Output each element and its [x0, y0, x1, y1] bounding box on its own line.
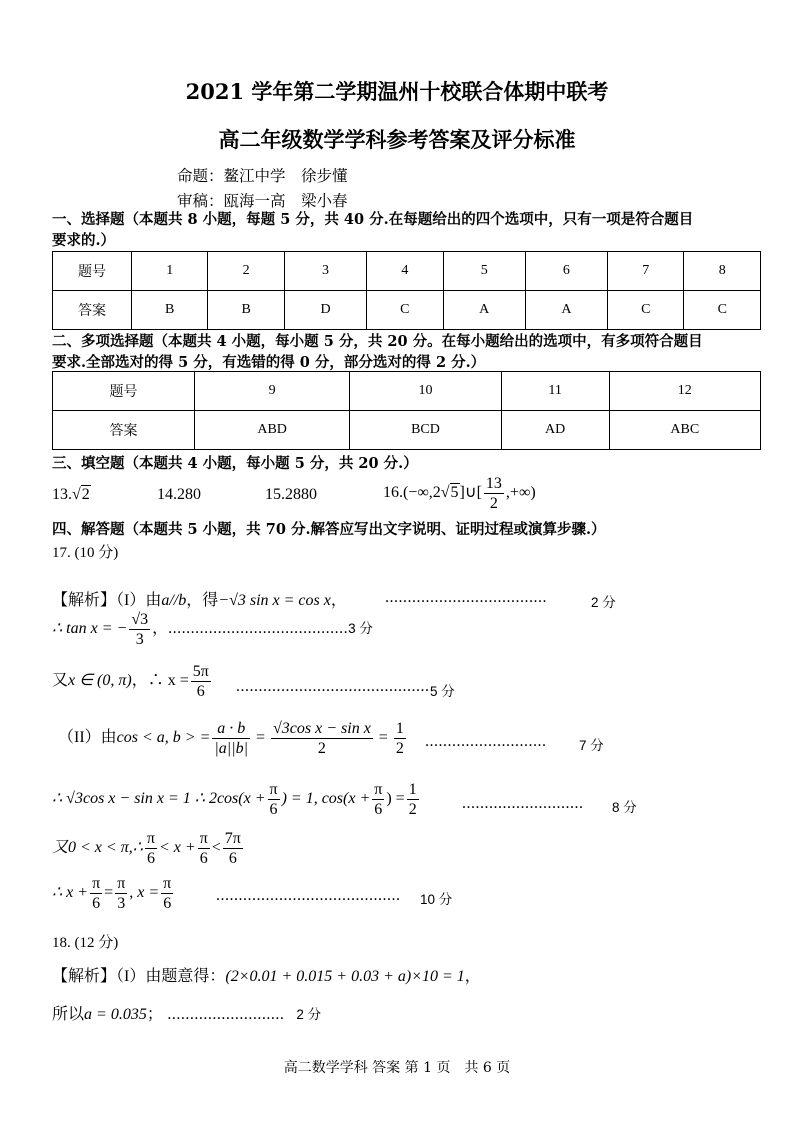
- fraction: [212, 719, 250, 758]
- reviewer-name: 梁小春: [301, 192, 348, 210]
- denominator: 6: [269, 801, 278, 818]
- answer-13-radicand: 2: [81, 486, 90, 503]
- eq-part: ∴ √3cos x − sin x = 1 ∴ 2cos(x +: [52, 790, 266, 808]
- eq-part: ) =: [386, 790, 405, 808]
- leader-dots: ...........................................: [236, 678, 430, 695]
- section1-q-cell: 1: [132, 252, 208, 291]
- section2-a-cell: AD: [501, 411, 609, 450]
- denominator: 2: [395, 740, 404, 757]
- section2-q-cell: 11: [501, 372, 609, 411]
- fraction: [191, 662, 211, 701]
- q17-line2: [52, 610, 373, 649]
- q17-line3-mid: ，∴ x =: [131, 672, 189, 690]
- section1-q-cell: 4: [367, 252, 443, 291]
- fill-answer-14: 14.280: [157, 486, 201, 503]
- denominator: 2: [317, 740, 326, 757]
- section1-heading-line1: 一、选择题（本题共 8 小题，每题 5 分，共 40 分.在每题给出的四个选项中，只有一项是符合题目: [52, 211, 694, 228]
- section2-row-label-a: 答案: [53, 411, 195, 450]
- vector-parallel: a//b: [161, 592, 187, 609]
- page-title: 2021 学年第二学期温州十校联合体期中联考: [185, 79, 609, 104]
- reviewer-line: [177, 189, 348, 211]
- section1-a-cell: D: [284, 291, 366, 330]
- analysis-tag: 【解析】: [52, 968, 117, 985]
- section1-q-cell: 3: [284, 252, 366, 291]
- section2-row-label-q: 题号: [53, 372, 195, 411]
- section2-answer-row: [53, 411, 761, 450]
- denominator: 6: [92, 895, 101, 912]
- score-mark: 5 分: [430, 684, 455, 699]
- score-mark: 10 分: [420, 892, 453, 907]
- eq-part: =: [104, 884, 114, 902]
- eq-part: ∴ x +: [52, 884, 89, 902]
- q18-line1: [52, 963, 481, 986]
- leader-dots: .........................................: [216, 887, 401, 904]
- q18-label: 18. (12 分): [52, 935, 119, 951]
- q17-line1: [52, 587, 347, 610]
- section1-a-cell: A: [443, 291, 525, 330]
- section1-q-cell: 6: [525, 252, 607, 291]
- fraction: [268, 780, 280, 819]
- section1-row-label-q: 题号: [53, 252, 132, 291]
- numerator: π: [163, 875, 172, 892]
- reviewer-school: 瓯海一高: [223, 192, 286, 210]
- answer-16-prefix: 16.: [383, 484, 403, 502]
- eq-part: <: [211, 839, 221, 857]
- eq-part: 又0 < x < π,∴: [52, 839, 143, 857]
- numerator: π: [374, 781, 383, 798]
- reviewer-label: 审稿：: [177, 192, 224, 210]
- section1-answer-table: [52, 251, 761, 330]
- numerator: 1: [395, 720, 404, 737]
- setter-line: [177, 164, 348, 186]
- fraction: [129, 610, 150, 649]
- leader-dots: ...........................: [462, 795, 584, 812]
- tan-lhs: ∴ tan x = −: [52, 620, 128, 638]
- fraction: [145, 829, 157, 868]
- section2-question-row: [53, 372, 761, 411]
- fraction: [484, 474, 504, 513]
- fill-answer-13: [52, 486, 91, 504]
- section2-heading-line1: 二、多项选择题（本题共 4 小题，每小题 5 分，共 20 分。在每小题给出的选项中，有多项符合题目: [52, 333, 703, 350]
- q18-line1-text: （I）由题意得：: [116, 968, 226, 985]
- section2-heading: [52, 331, 752, 373]
- denominator: 6: [163, 895, 172, 912]
- fraction: [161, 874, 173, 913]
- analysis-tag: 【解析】: [52, 592, 117, 609]
- section1-q-cell: 7: [608, 252, 684, 291]
- score-mark: 2 分: [296, 1007, 322, 1022]
- fraction: [407, 780, 419, 819]
- numerator: a · b: [212, 719, 250, 739]
- section1-q-cell: 8: [684, 252, 761, 291]
- page-footer: 高二数学学科 答案 第 1 页 共 6 页: [283, 1060, 511, 1076]
- answer-16-radicand: 5: [450, 484, 459, 502]
- section1-q-cell: 2: [208, 252, 284, 291]
- q17-line3: [52, 662, 213, 701]
- q18-line1-end: ，: [464, 968, 481, 985]
- denominator: 6: [146, 850, 155, 867]
- section2-heading-line2: 要求.全部选对的得 5 分，有选错的得 0 分，部分选对的得 2 分.）: [52, 354, 486, 371]
- q17-part1-text: （I）由: [116, 592, 162, 609]
- eq-part: < x +: [158, 839, 196, 857]
- q17-end: ，: [330, 592, 347, 609]
- numerator: π: [199, 830, 208, 847]
- eq-part: ) = 1, cos(x +: [281, 790, 371, 808]
- numerator: π: [146, 830, 155, 847]
- numerator: √3: [131, 611, 149, 628]
- section1-a-cell: A: [525, 291, 607, 330]
- section2-q-cell: 9: [195, 372, 350, 411]
- section2-q-cell: 10: [350, 372, 501, 411]
- setter-name: 徐步懂: [301, 167, 348, 185]
- section1-question-row: [53, 252, 761, 291]
- eq-part: , x =: [129, 884, 160, 902]
- setter-label: 命题：: [177, 167, 224, 185]
- section1-q-cell: 5: [443, 252, 525, 291]
- q17-line4: （II）由cos < a, b > = $\frac{a \cdot b}{|a||b|}$ = $\frac{\text{√3cos x − sin x}}{2}$ = $\frac{1}{2}$: [58, 720, 404, 757]
- numerator: 13: [485, 475, 502, 492]
- denominator: |a||b|: [214, 740, 248, 757]
- leader-dots: ..........................: [162, 1006, 285, 1023]
- denominator: 2: [489, 495, 498, 512]
- section3-heading: 三、填空题（本题共 4 小题，每小题 5 分，共 20 分.）: [52, 455, 418, 472]
- section4-heading: 四、解答题（本题共 5 小题，共 70 分.解答应写出文字说明、证明过程或演算步骤.）: [52, 521, 606, 538]
- page-subtitle: 高二年级数学学科参考答案及评分标准: [218, 127, 576, 152]
- q17-line2-end: ，: [152, 620, 169, 638]
- numerator: √3cos x − sin x: [273, 720, 371, 737]
- q17-mid-text: ，得: [186, 592, 219, 609]
- score-mark: 7 分: [579, 738, 604, 753]
- fill-answer-16: [383, 474, 536, 513]
- leader-dots: ........................................: [168, 620, 349, 638]
- sqrt-symbol: √: [440, 484, 450, 502]
- numerator: 5π: [192, 663, 209, 680]
- score-mark: 3 分: [348, 621, 373, 637]
- section1-a-cell: C: [684, 291, 761, 330]
- q18-result: a = 0.035: [84, 1006, 147, 1023]
- fill-answer-15: 15.2880: [265, 486, 317, 503]
- score-mark: 8 分: [612, 800, 637, 815]
- q18-equation: (2×0.01 + 0.015 + 0.03 + a)×10 = 1: [225, 968, 465, 985]
- section2-answer-table: [52, 371, 761, 450]
- section1-a-cell: B: [208, 291, 284, 330]
- numerator: 7π: [224, 830, 241, 847]
- section2-a-cell: BCD: [350, 411, 501, 450]
- score-mark: 2 分: [591, 595, 616, 610]
- numerator: π: [117, 875, 126, 892]
- setter-school: 鳌江中学: [223, 167, 286, 185]
- leader-dots: ...........................: [425, 733, 547, 750]
- q17-label: 17. (10 分): [52, 545, 119, 561]
- leader-dots: ....................................: [385, 589, 547, 606]
- denominator: 2: [408, 801, 417, 818]
- section2-a-cell: ABC: [609, 411, 760, 450]
- fraction: [394, 719, 406, 758]
- q17-equation: −√3 sin x = cos x: [218, 592, 331, 609]
- denominator: 6: [374, 801, 383, 818]
- denominator: 6: [199, 850, 208, 867]
- denominator: 3: [117, 895, 126, 912]
- sqrt-symbol: √: [72, 486, 81, 503]
- fraction: [198, 829, 210, 868]
- fraction: [271, 719, 373, 758]
- answer-16-part1: (−∞,2: [403, 484, 441, 502]
- section2-a-cell: ABD: [195, 411, 350, 450]
- fraction: [90, 874, 102, 913]
- answer-16-part3: ,+∞): [505, 484, 536, 502]
- q17-line4-text: （II）由: [58, 729, 117, 747]
- numerator: π: [92, 875, 101, 892]
- cos-angle: cos < a, b > =: [116, 729, 211, 747]
- section1-a-cell: C: [608, 291, 684, 330]
- domain-condition: x ∈ (0, π): [68, 672, 132, 690]
- section1-row-label-a: 答案: [53, 291, 132, 330]
- denominator: 6: [196, 683, 205, 700]
- section1-a-cell: B: [132, 291, 208, 330]
- fraction: [115, 874, 127, 913]
- q18-line2-text: 所以: [52, 1006, 85, 1023]
- denominator: 3: [135, 631, 144, 648]
- section1-heading: [52, 209, 752, 251]
- q18-line2-end: ；: [146, 1006, 163, 1023]
- q17-line5: [52, 780, 421, 819]
- answer-16-part2: ]∪[: [459, 484, 482, 502]
- section1-a-cell: C: [367, 291, 443, 330]
- section2-q-cell: 12: [609, 372, 760, 411]
- q17-line3-text: 又: [52, 672, 69, 690]
- numerator: 1: [408, 781, 417, 798]
- q17-line7: [52, 874, 175, 913]
- q18-line2: [52, 1001, 321, 1024]
- fraction: [372, 780, 384, 819]
- answer-13-prefix: 13.: [52, 486, 72, 503]
- section1-heading-line2: 要求的.）: [52, 232, 116, 249]
- q17-line6: [52, 829, 245, 868]
- denominator: 6: [228, 850, 237, 867]
- fraction: [223, 829, 243, 868]
- section1-answer-row: [53, 291, 761, 330]
- numerator: π: [269, 781, 278, 798]
